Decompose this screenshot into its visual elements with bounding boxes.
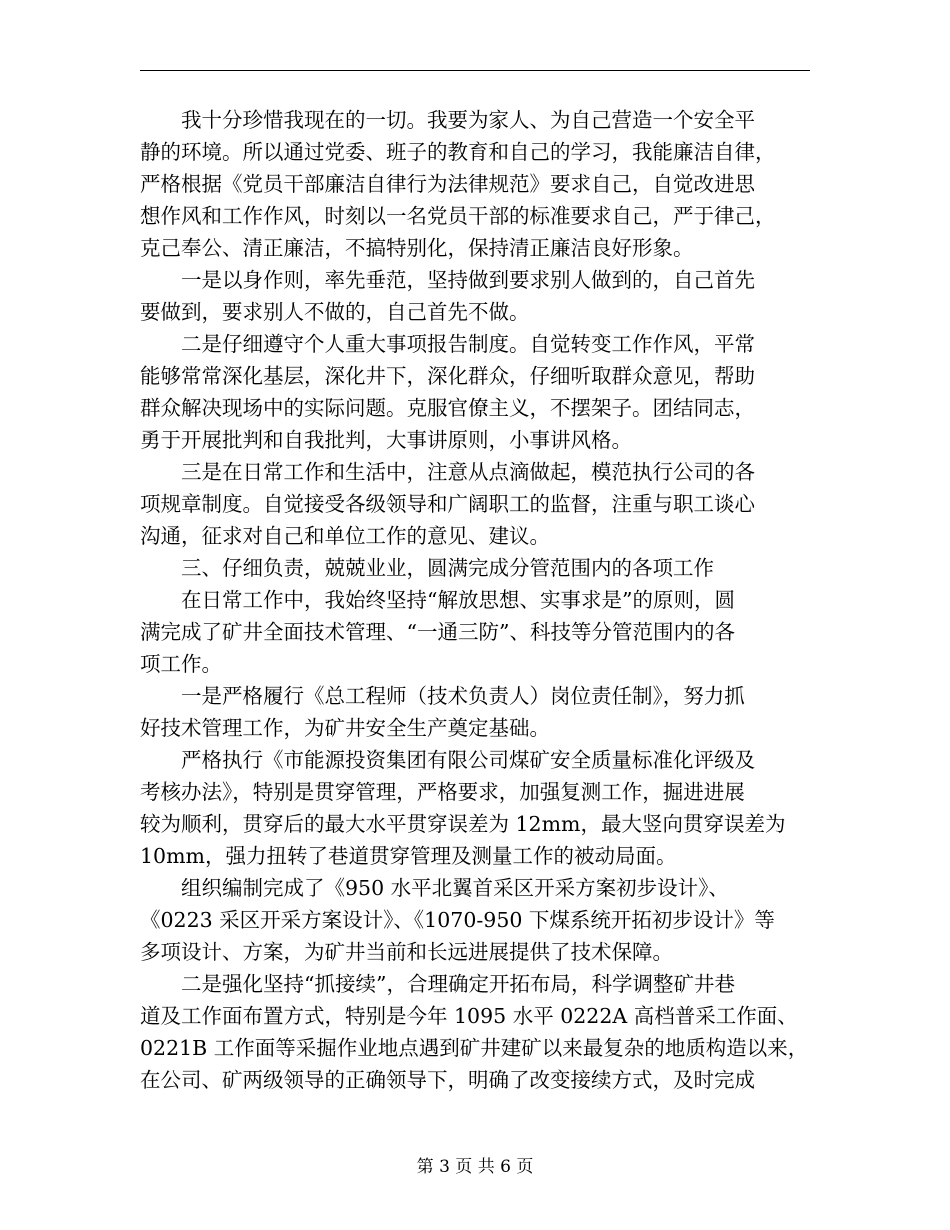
text-line: 在公司、矿两级领导的正确领导下，明确了改变接续方式，及时完成 bbox=[140, 1068, 755, 1092]
text-line: 二是强化坚持“抓接续”，合理确定开拓布局，科学调整矿井巷 bbox=[140, 972, 735, 996]
text-line: 想作风和工作作风，时刻以一名党员干部的标准要求自己，严于律己， bbox=[140, 204, 776, 228]
header-rule bbox=[140, 70, 810, 71]
text-line: 组织编制完成了《950 水平北翼首采区开采方案初步设计》、 bbox=[140, 876, 729, 900]
text-line: 三、仔细负责，兢兢业业，圆满完成分管范围内的各项工作 bbox=[140, 556, 714, 580]
text-line: 二是仔细遵守个人重大事项报告制度。自觉转变工作作风，平常 bbox=[140, 332, 755, 356]
text-line: 《0223 采区开采方案设计》、《1070-950 下煤系统开拓初步设计》等 bbox=[140, 908, 775, 932]
text-line: 静的环境。所以通过党委、班子的教育和自己的学习，我能廉洁自律， bbox=[140, 140, 776, 164]
text-line: 项规章制度。自觉接受各级领导和广阔职工的监督，注重与职工谈心 bbox=[140, 492, 755, 516]
text-line: 严格执行《市能源投资集团有限公司煤矿安全质量标准化评级及 bbox=[140, 748, 755, 772]
text-line: 项工作。 bbox=[140, 652, 222, 676]
text-line: 考核办法》，特别是贯穿管理，严格要求，加强复测工作，掘进进展 bbox=[140, 780, 745, 804]
text-line: 满完成了矿井全面技术管理、“一通三防”、科技等分管范围内的各 bbox=[140, 620, 735, 644]
text-line: 一是严格履行《总工程师（技术负责人）岗位责任制》，努力抓 bbox=[140, 684, 745, 708]
text-line: 能够常常深化基层，深化井下，深化群众，仔细听取群众意见，帮助 bbox=[140, 364, 755, 388]
text-line: 勇于开展批判和自我批判，大事讲原则，小事讲风格。 bbox=[140, 428, 632, 452]
text-line: 严格根据《党员干部廉洁自律行为法律规范》要求自己，自觉改进思 bbox=[140, 172, 755, 196]
body-text bbox=[140, 104, 820, 1096]
text-line: 要做到，要求别人不做的，自己首先不做。 bbox=[140, 300, 530, 324]
text-line: 0221B 工作面等采掘作业地点遇到矿井建矿以来最复杂的地质构造以来， bbox=[140, 1036, 809, 1060]
text-line: 多项设计、方案，为矿井当前和长远进展提供了技术保障。 bbox=[140, 940, 673, 964]
text-line: 三是在日常工作和生活中，注意从点滴做起，模范执行公司的各 bbox=[140, 460, 755, 484]
text-line: 在日常工作中，我始终坚持“解放思想、实事求是”的原则，圆 bbox=[140, 588, 735, 612]
text-line: 好技术管理工作，为矿井安全生产奠定基础。 bbox=[140, 716, 550, 740]
text-line: 群众解决现场中的实际问题。克服官僚主义，不摆架子。团结同志， bbox=[140, 396, 755, 420]
text-line: 较为顺利，贯穿后的最大水平贯穿误差为 12mm，最大竖向贯穿误差为 bbox=[140, 812, 786, 836]
text-line: 一是以身作则，率先垂范，坚持做到要求别人做到的，自己首先 bbox=[140, 268, 755, 292]
text-line: 道及工作面布置方式，特别是今年 1095 水平 0222A 高档普采工作面、 bbox=[140, 1004, 798, 1028]
text-line: 克己奉公、清正廉洁，不搞特别化，保持清正廉洁良好形象。 bbox=[140, 236, 694, 260]
text-line: 沟通，征求对自己和单位工作的意见、建议。 bbox=[140, 524, 550, 548]
page-footer: 第 3 页 共 6 页 bbox=[416, 1157, 534, 1177]
text-line: 我十分珍惜我现在的一切。我要为家人、为自己营造一个安全平 bbox=[140, 108, 755, 132]
text-line: 10mm，强力扭转了巷道贯穿管理及测量工作的被动局面。 bbox=[140, 844, 677, 868]
